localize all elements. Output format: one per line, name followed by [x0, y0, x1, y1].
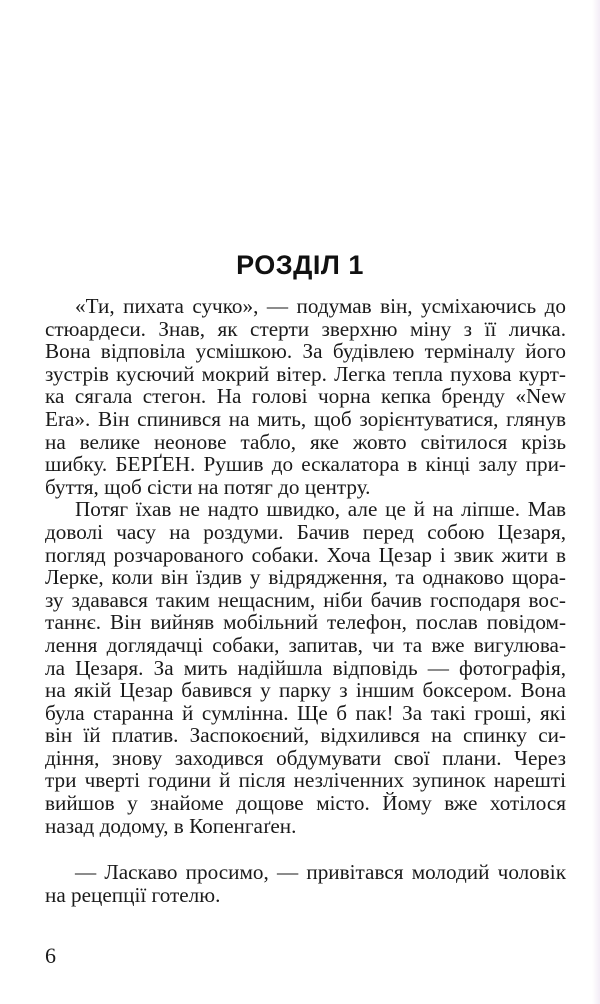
- body-text: [45, 295, 566, 906]
- text-line: шибку. БЕРҐЕН. Рушив до ескалатора в кінці залу при-: [45, 452, 566, 477]
- paragraph-3: [45, 861, 566, 906]
- text-line: назад додому, в Копенгаґен.: [45, 813, 297, 838]
- text-line: доволі часу на роздуми. Бачив перед собою Цезаря,: [45, 519, 566, 544]
- page-number: 6: [45, 943, 56, 968]
- paragraph-1: [45, 295, 566, 498]
- text-line: Потяг їхав не надто швидко, але це й на ліпше. Мав: [75, 497, 566, 522]
- text-line: таннє. Він вийняв мобільний телефон, послав повідом-: [45, 610, 566, 635]
- text-line: ла Цезаря. За мить надійшла відповідь — фотографія,: [45, 655, 566, 680]
- text-line: зустрів кусючий мокрий вітер. Легка тепла пухова курт-: [45, 361, 566, 386]
- text-line: вийшов у знайоме дощове місто. Йому вже хотілося: [45, 791, 566, 816]
- text-line: стюардеси. Знав, як стерти зверхню міну з її личка.: [45, 316, 566, 341]
- text-line: зу здавався таким нещасним, ніби бачив господаря вос-: [45, 587, 566, 612]
- text-line: була старанна й сумлінна. Ще б пак! За такі гроші, які: [45, 700, 566, 725]
- page-edge-tint: [592, 0, 600, 1004]
- text-line: на рецепції готелю.: [45, 882, 221, 907]
- text-line: Era». Він спинився на мить, щоб зорієнтуватися, глянув: [45, 406, 566, 431]
- chapter-title: РОЗДІЛ 1: [236, 250, 364, 280]
- text-line: буття, щоб сісти на потяг до центру.: [45, 474, 371, 499]
- text-line: на велике неонове табло, яке жовто світилося крізь: [45, 429, 566, 454]
- text-line: діння, знову заходився обдумувати свої плани. Через: [45, 745, 566, 770]
- text-line: ка сягала стегон. На голові чорна кепка бренду «New: [45, 384, 566, 409]
- text-line: на якій Цезар бавився у парку з іншим боксером. Вона: [45, 678, 566, 703]
- text-line: лення доглядачці собаки, запитав, чи та вже вигулюва-: [45, 632, 566, 657]
- section-break: [45, 837, 566, 861]
- text-line: Вона відповіла усмішкою. За будівлею терміналу його: [45, 339, 566, 364]
- paragraph-2: [45, 498, 566, 837]
- text-line: Лерке, коли він їздив у відрядження, та однаково щора-: [45, 565, 566, 590]
- text-line: «Ти, пихата сучко», — подумав він, усміхаючись до: [75, 294, 566, 318]
- text-line: три чверті години й після незліченних зупинок нарешті: [45, 768, 566, 793]
- text-line: погляд розчарованого собаки. Хоча Цезар і звик жити в: [45, 542, 566, 567]
- text-line: він їй платив. Заспокоєний, відхилився на спинку си-: [45, 723, 566, 748]
- text-line: — Ласкаво просимо, — привітався молодий чоловік: [75, 860, 566, 885]
